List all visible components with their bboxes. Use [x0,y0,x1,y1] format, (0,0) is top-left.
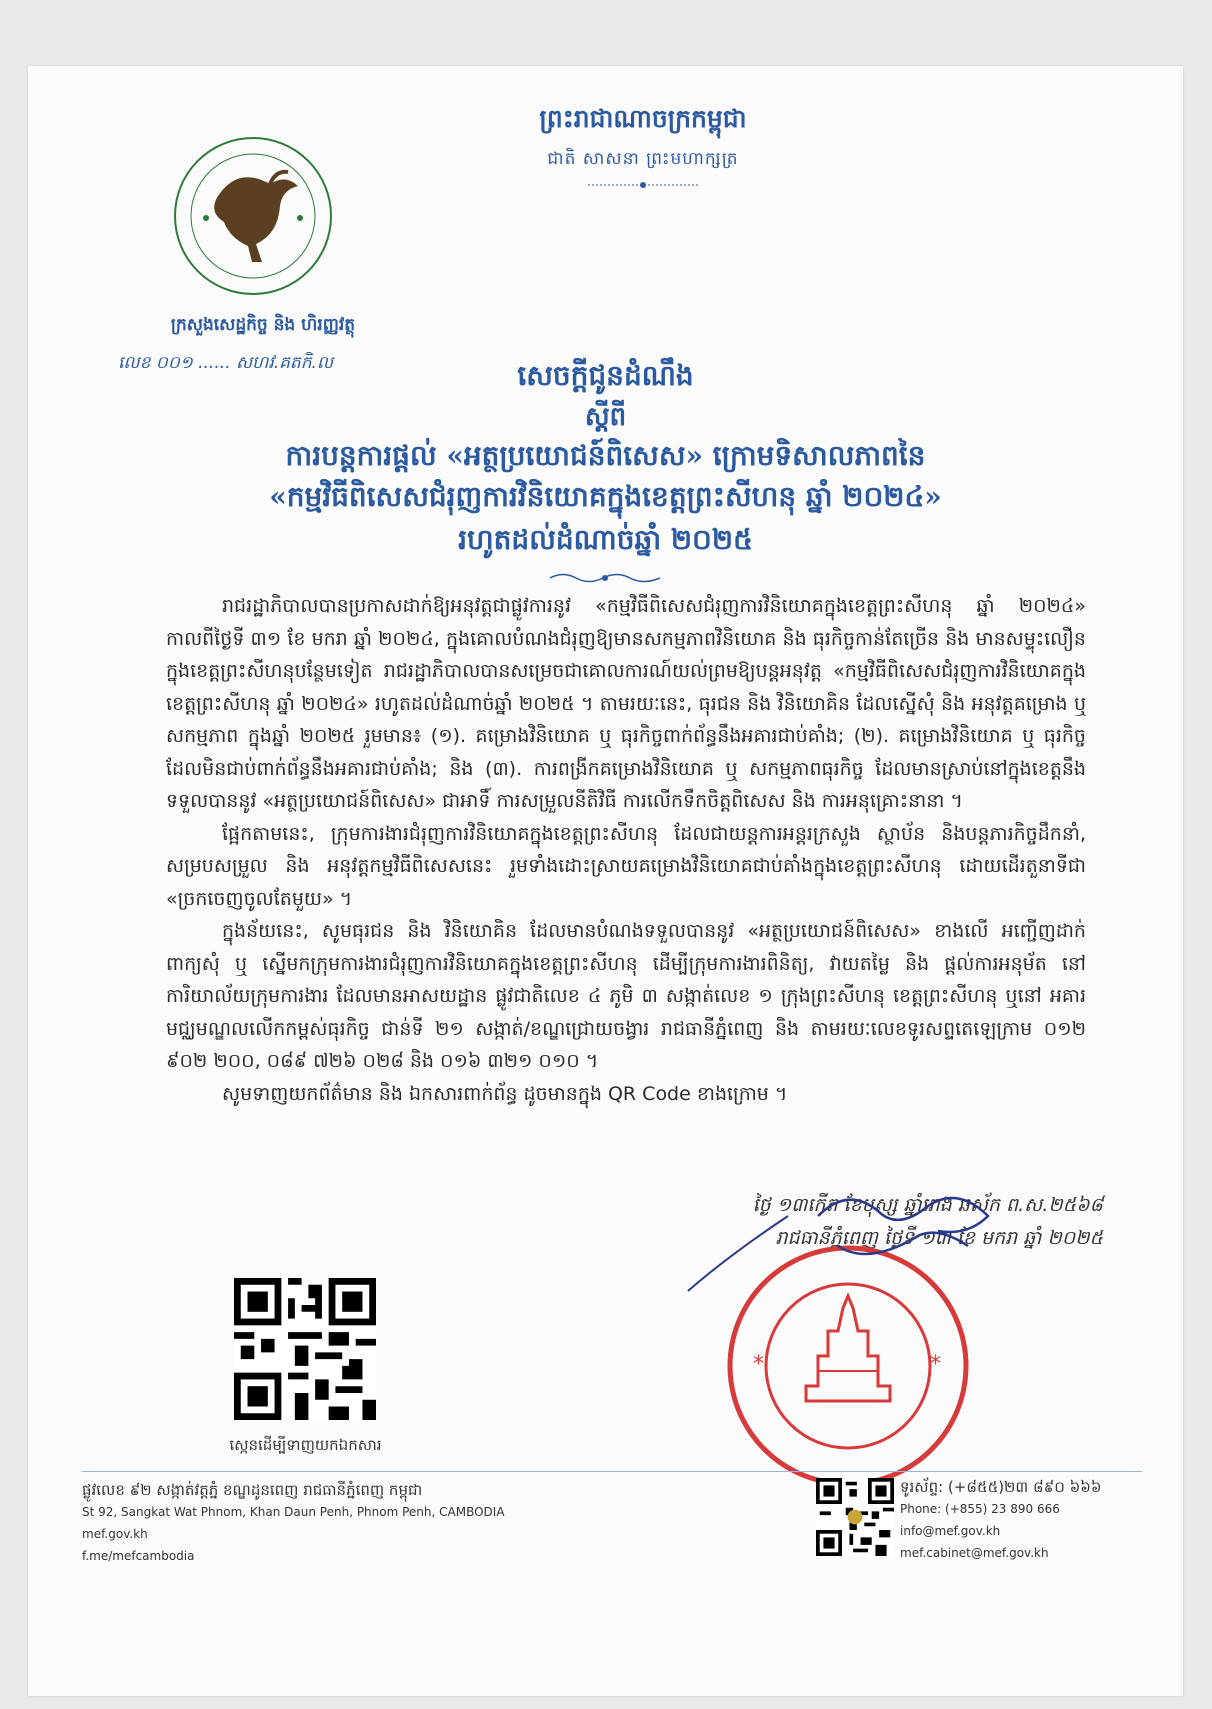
date-lunar: ថ្ងៃ ១៣កើត ខែបុស្ស ឆ្នាំរោង ឆស័ក ព.ស.២៥៦៨ [752,1194,1103,1216]
kingdom-heading: ព្រះរាជាណាចក្រកម្ពុជា [539,104,747,133]
email-cabinet[interactable]: mef.cabinet@mef.gov.kh [900,1546,1049,1560]
notice-body [166,590,1086,1110]
footer-qr-code[interactable] [816,1478,894,1556]
body-paragraph-2: ផ្អែកតាមនេះ, ក្រុមការងារជំរុញការវិនិយោគក្នុងខេត្តព្រះសីហនុ ដែលជាយន្តការអន្តរក្រសួង ស្ថាប័ន និងបន្តភារកិច្ចដឹកនាំ, សម្របសម្រួល និង អនុវត្តកម្មវិធីពិសេសនេះ រួមទាំងដោះស្រាយគម្រោងវិនិយោគជាប់គាំងក្នុងខេត្តព្រះសីហនុ ដោយដើរតួនាទីជា «ច្រកចេញចូលតែមួយ» ។ [166,822,1086,910]
phone-english[interactable]: Phone: (+855) 23 890 666 [900,1502,1060,1516]
body-paragraph-1: រាជរដ្ឋាភិបាលបានប្រកាសដាក់ឱ្យអនុវត្តជាផ្លូវការនូវ «កម្មវិធីពិសេសជំរុញការវិនិយោគក្នុងខេត្តព្រះសីហនុ ឆ្នាំ ២០២៤» កាលពីថ្ងៃទី ៣១ ខែ មករា ឆ្នាំ ២០២៤, ក្នុងគោលបំណងជំរុញឱ្យមានសកម្មភាពវិនិយោគ និង ធុរកិច្ចកាន់តែច្រើន និង មានសម្ទុះលឿនក្នុងខេត្តព្រះសីហនុបន្ថែមទៀត រាជរដ្ឋាភិបាលបានសម្រេចជាគោលការណ៍យល់ព្រមឱ្យបន្តអនុវត្ត «កម្មវិធីពិសេសជំរុញការវិនិយោគក្នុងខេត្តព្រះសីហនុ ឆ្នាំ ២០២៤» រហូតដល់ដំណាច់ឆ្នាំ ២០២៥ ។ តាមរយៈនេះ, ធុរជន និង វិនិយោគិន ដែលស្នើសុំ និង អនុវត្តគម្រោង ឬ សកម្មភាព ក្នុងឆ្នាំ ២០២៥ រួមមាន៖ (១). គម្រោងវិនិយោគ ឬ ធុរកិច្ចពាក់ព័ន្ធនឹងអគារជាប់គាំង; (២). គម្រោងវិនិយោគ ឬ ធុរកិច្ច ដែលមិនជាប់ពាក់ព័ន្ធនឹងអគារជាប់គាំង; និង (៣). ការពង្រីកគម្រោងវិនិយោគ ឬ សកម្មភាពធុរកិច្ច ដែលមានស្រាប់នៅក្នុងខេត្តនឹងទទួលបាននូវ «អត្ថប្រយោជន៍ពិសេស» ជាអាទិ៍ ការសម្រួលនីតិវិធី ការលើកទឹកចិត្តពិសេស និង ការអនុគ្រោះនានា ។ [166,595,1086,812]
title-subject-label: ស្តីពី [584,402,627,432]
email-info[interactable]: info@mef.gov.kh [900,1524,1001,1538]
ornament-divider [588,180,698,190]
footer-address [82,1479,602,1567]
title-notice: សេចក្តីជូនដំណឹង [517,359,694,392]
title-line-1: ការបន្តការផ្តល់ «អត្ថប្រយោជន៍ពិសេស» ក្រោមទិសាលភាពនៃ [285,439,926,472]
reference-number: លេខ ០០១ ...... សហវ.គតកិ.ល [118,353,334,373]
body-paragraph-4: សូមទាញយកព័ត៌មាន និង ឯកសារពាក់ព័ន្ធ ដូចមានក្នុង QR Code ខាងក្រោម ។ [222,1082,788,1105]
svg-text:*: * [930,1352,941,1377]
address-english: St 92, Sangkat Wat Phnom, Khan Daun Penh, Phnom Penh, CAMBODIA [82,1505,505,1519]
website-link[interactable]: mef.gov.kh [82,1527,148,1541]
address-khmer: ផ្លូវលេខ ៩២ សង្កាត់វត្តភ្នំ ខណ្ឌដូនពេញ រាជធានីភ្នំពេញ កម្ពុជា [82,1481,423,1499]
social-link[interactable]: f.me/mefcambodia [82,1549,195,1563]
title-line-2: «កម្មវិធីពិសេសជំរុញការវិនិយោគក្នុងខេត្តព្រះសីហនុ ឆ្នាំ ២០២៤» [269,480,942,513]
ministry-name: ក្រសួងសេដ្ឋកិច្ច និង ហិរញ្ញវត្ថុ [170,315,356,335]
body-paragraph-3: ក្នុងន័យនេះ, សូមធុរជន និង វិនិយោគិន ដែលមានបំណងទទួលបាននូវ «អត្ថប្រយោជន៍ពិសេស» ខាងលើ អញ្ជើញដាក់ពាក្យសុំ ឬ ស្នើមកក្រុមការងារជំរុញការវិនិយោគក្នុងខេត្តព្រះសីហនុ ដើម្បីក្រុមការងារពិនិត្យ, វាយតម្លៃ និង ផ្តល់ការអនុម័ត នៅការិយាល័យក្រុមការងារ ដែលមានអាសយដ្ឋាន ផ្លូវជាតិលេខ ៤ ភូមិ ៣ សង្កាត់លេខ ១ ក្រុងព្រះសីហនុ ខេត្តព្រះសីហនុ ឬនៅ អគារមជ្ឈមណ្ឌលលើកកម្ពស់ធុរកិច្ច ជាន់ទី ២១ សង្កាត់/ខណ្ឌជ្រោយចង្វារ រាជធានីភ្នំពេញ និង តាមរយៈលេខទូរសព្ទតេឡេក្រាម ០១២ ៩០២ ២០០, ០៨៩ ៧២៦ ០២៨ និង ០១៦ ៣២១ ០១០ ។ [166,920,1086,1072]
footer-contact [900,1476,1180,1564]
footer-divider [82,1471,1142,1472]
ministry-emblem [158,126,348,306]
handwritten-signature [668,1176,1088,1296]
document-page [28,66,1183,1696]
national-motto: ជាតិ សាសនា ព្រះមហាក្សត្រ [547,149,739,169]
date-solar: រាជធានីភ្នំពេញ ថ្ងៃទី ១៣ ខែ មករា ឆ្នាំ ២០២៥ [775,1227,1103,1249]
qr-code[interactable] [234,1278,376,1420]
title-ornament [548,571,663,585]
phone-khmer: ទូរស័ព្ទ: (+៨៥៥)២៣ ៨៩០ ៦៦៦ [900,1478,1102,1496]
title-line-3: រហូតដល់ដំណាច់ឆ្នាំ ២០២៥ [458,523,753,556]
qr-caption: ស្កេនដើម្បីទាញយកឯកសារ [229,1436,382,1454]
svg-text:*: * [753,1352,764,1377]
